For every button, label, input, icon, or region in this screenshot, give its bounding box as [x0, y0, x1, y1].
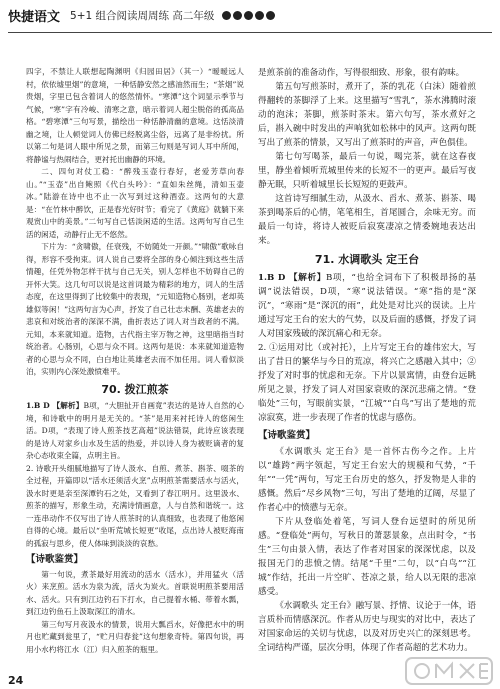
page-number: 24	[8, 674, 24, 687]
body-paragraph: 下片从登临处着笔，写词人登台远望时的所见所感。“登临处”两句，写秋日的萧瑟景象，点出时令，“书生”三句由景入情，表达了作者对国家的深深忧虑，以及报国无门的悲愤之情。结尾“千里”二句，以“白鸟”“江城”作结，托出一片空旷、苍凉之景，给人以无限的悲凉感受。	[258, 517, 476, 597]
section-title: 71. 水调歌头 定王台	[314, 253, 420, 266]
body-paragraph: 四字，不禁让人联想起陶渊明《归园田居》（其一）“暧暧远人村，依依墟里烟”的意境，一种恬静安然之感油然而生；“茶烟”说贵烟，字里已包含着词人的悠然情怀。“寒潭”这个词显示季节与气候，“寒”字有冷峻、清寒之意，暗示着词人超尘脱俗的孤高品格。“碧寒潭”三句写景，描绘出一种恬静清幽的意境。这恬淡清幽之境，让人顿觉词人仿佛已经脱离尘俗，远离了是非纷扰。所以第二句是词人眼中所见之景，而第三句则是写词人耳中所闻，将静谧与热闹结合，更衬托出幽静的环境。	[26, 67, 244, 164]
body-paragraph: 第三句写月夜汲水的情景，说用大瓢舀水，好像把水中的明月也贮藏到瓮里了，“贮月归春瓮”这句想象奇特。第四句说，再用小水杓将江水（江）归入煎茶的瓶里。	[26, 619, 244, 654]
page-header	[0, 0, 500, 30]
body-paragraph: 二、四句对仗工稳：“醉残玉壶行春好，老爱芳草向春山。”“玉壶”出自鲍照《代白头吟》：“直如朱丝绳，清如玉壶冰。”陆游在诗中也不止一次写到过这种酒壶。这两句的大意是：“在竹林中醉饮，正是春光好时节；看完了《黄庭》就躺下来观赏山中的美景。”二句写自己恬淡闲适的生活。这两句写自己生活的闲适，动静行止无不悠然。	[26, 167, 244, 239]
appreciation-heading: 【诗歌鉴赏】	[26, 554, 84, 565]
header-divider	[8, 32, 492, 33]
body-paragraph: 下片为：“贪啸傲，任衰残，不妨随处一开颜。”“啸傲”歌咏自得，形容不受拘束。词人说自己要将全部的身心倾注到这些生活情趣，任凭外物怎样干扰与自己无关，别人怎样也不妨碍自己的开怀大笑。这几句可以说是这首词最为精彩的地方，词人的生活态度，在这里得到了比较集中的表现，“元知造物心肠别，老却英雄似等闲！”这两句言为心声，抒发了自己壮志未酬、英雄老去的悲哀和对统治者的深深不满，曲折表达了词人对当政者的不满。元知，本来就知道。造物，古代指主宰万物之神，这里暗指当时统治者。心肠别，心思与众不同。这两句是说：本来就知道造物者的心思与众不同，白白地让英雄老去而不加任用。词人看似淡泊，实则内心深处激愤难平。	[26, 242, 244, 376]
section-title: 70. 拨江煎茶	[101, 382, 169, 396]
body-paragraph: 第五句写煎茶时，煮开了，茶的乳花（白沫）随着煎得翻转的茶脚浮了上来。这里描写“雪乳”，茶水沸腾时滚动的泡沫；茶脚，煎茶时茶末。第六句写，茶水煮好之后，斟入碗中时发出的声响犹如松林中的风声。这两句既写出了煎茶的情景，又写出了煎茶时的声音，声色俱佳。	[258, 82, 476, 148]
dot-icon	[222, 11, 231, 20]
mxqe-watermark-logo-icon	[404, 655, 494, 687]
answer-prefix: 1.B D 【解析】	[258, 273, 326, 283]
brand-title: 快捷语文	[8, 9, 61, 25]
body-paragraph: 《水调歌头 定王台》是一首怀古伤今之作。上片以“雄跨”两字领起，写定王台宏大的规模和气势，“千年”“一凭”两句，写定王台历史的悠久，抒发物是人非的感慨。然后“尽乡风物”三句，写出了楚地的辽阔，尽显了作者心中的愤懑与无奈。	[258, 447, 476, 513]
answer-paragraph	[26, 400, 244, 463]
dot-icon	[233, 11, 242, 20]
answer-paragraph	[258, 271, 476, 341]
answer-text: B项，“也给全词布下了积极昂扬的基调”说法错误，D项，“寒”说法错误。“寒”指的是“深沉”，“寒雨”是“深沉的雨”，此处是对比兴的误读。上片通过写定王台的宏大的气势，以及后面的感慨，抒发了词人对国家残破的深沉痛心和无奈。	[258, 273, 477, 339]
dot-icon	[266, 11, 275, 20]
watermark-svg	[404, 655, 494, 687]
rating-dots	[222, 11, 275, 20]
appreciation-heading: 【诗歌鉴赏】	[258, 430, 316, 441]
right-column	[258, 66, 476, 655]
body-paragraph: 第一句说，煮茶最好用流动的活水（活水），并用猛火（活火）来烹煎。活水为泉为流，活火为炭火。首联说明煎茶要用活水、活火。只有到江边钓石下打水，自己提着水桶、带着水瓢，到江边钓鱼石上汲取深江的清水。	[26, 569, 244, 616]
body-paragraph: 这首诗写细腻生动，从汲水、舀水、煮茶、斟茶、喝茶到喝茶后的心情，笔笔相生，首尾圆合，余味无穷。而最后一句诗，将诗人被贬后寂寞凄凉之情委婉地表达出来。	[258, 194, 476, 246]
answer-paragraph: 2. ①运用对比（或衬托），上片写定王台的雄伟宏大，写出了昔日的繁华与今日的荒凉，将兴亡之感融入其中；②抒发了对时事的忧虑和无奈。下片以景寓情，由登台远眺所见之景，抒发了词人对国家衰败的深沉悲痛之情。“登临处”三句，写眼前实景，“江城”“白鸟”写出了楚地的荒凉寂寞，进一步表现了作者的忧虑与感伤。	[258, 343, 476, 423]
answer-prefix: 1.B D 【解析】	[26, 401, 84, 410]
body-paragraph: 《水调歌头 定王台》融写景、抒情、议论于一体，语言质朴而情感深沉。作者从历史与现实的对比中，表达了对国家命运的关切与忧虑，以及对历史兴亡的深刻思考。全词结构严谨，层次分明，体现了作者高超的艺术功力。	[258, 601, 476, 653]
series-subtitle: 5+1 组合阅读周周练 高二年级	[70, 9, 215, 22]
left-column	[26, 66, 244, 656]
answer-paragraph: 2. 诗歌开头细腻地描写了诗人汲水、自煎、煮茶、斟茶、啜茶的全过程，开篇即以“活水还须活火烹”点明煎茶需要活水与活火，汲水时更是亲至深潭钓石之处，又看到了春江明月。这里汲水、煎茶的描写，形象生动，充满诗情画意，人与自然和谐统一。这一连串动作不仅写出了诗人煎茶时的认真细致，也表现了他悠闲自得的心境。最后以“坐听荒城长短更”收尾，点出诗人被贬海南的孤寂与思乡，使人体味到淡淡的哀愁。	[26, 463, 244, 548]
dot-icon	[244, 11, 253, 20]
body-paragraph: 第七句写喝茶，最后一句说，喝完茶，就在这春夜里，静坐着倾听荒城里传来的长短不一的更声。最后写夜静无眠，只听着城里长长短短的更鼓声。	[258, 152, 476, 190]
body-paragraph: 是煎茶前的准备动作，写得很细致、形象，很有韵味。	[258, 68, 465, 78]
dot-icon	[255, 11, 264, 20]
answer-text: B项，“大胆扯开自画竟”表达的是诗人自然的心境，和诗歌中的明月是无关的。“茶”是用来衬托诗人的悠闲生活。D项，“表现了诗人煎茶技艺高超”说法错误，此诗应该表现的是诗人对家乡山水及生活的热爱，并以诗人身为被贬谪者的复杂心态收束全篇，点明主旨。	[26, 401, 245, 460]
